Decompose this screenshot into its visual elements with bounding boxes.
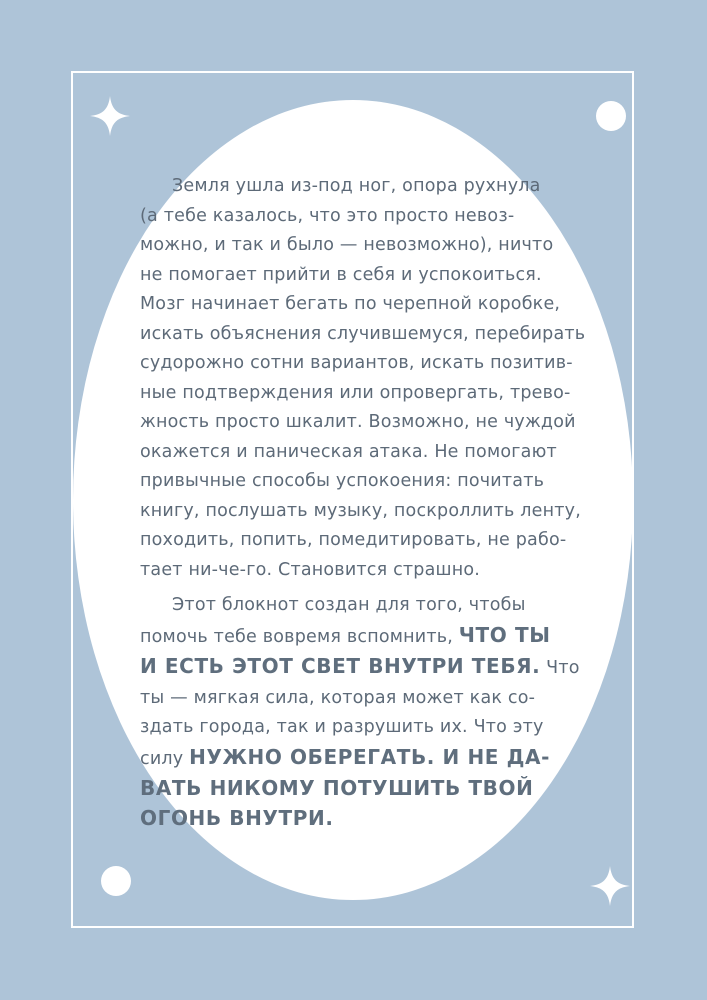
sparkle-star-icon [590,866,630,906]
text-run: силу [140,748,190,769]
text-line: окажется и паническая атака. Не помогают [140,441,557,462]
circle-dot-icon [101,866,131,896]
text-line [140,621,580,653]
text-line: (а тебе казалось, что это просто невоз- [140,205,515,226]
text-run: помочь тебе вовремя вспомнить, [140,626,459,647]
circle-dot-icon [596,101,626,131]
text-line: привычные способы успокоения: почитать [140,471,545,491]
text-line: ные подтверждения или опровергать, трево- [140,382,571,403]
text-line: походить, попить, помедитировать, не рабо- [140,530,567,550]
text-line: Мозг начинает бегать по черепной коробке, [140,294,561,314]
text-line: Земля ушла из-под ног, опора рухнула [172,176,541,196]
text-line: ты — мягкая сила, которая может как со- [140,687,536,708]
paragraph-1 [140,172,586,585]
emphasis-text: И ЕСТЬ ЭТОТ СВЕТ ВНУТРИ ТЕБЯ. [140,654,541,678]
emphasis-text: ЧТО ТЫ [458,622,551,647]
text-run: Что [540,658,580,678]
emphasis-line: ВАТЬ НИКОМУ ПОТУШИТЬ ТВОЙ [140,776,534,800]
text-line: жность просто шкалит. Возможно, не чуждой [140,412,576,432]
text-line: книгу, послушать музыку, поскроллить ленту, [140,500,581,521]
text-line: искать объяснения случившемуся, перебирать [140,323,586,344]
text-line: не помогает прийти в себя и успокоиться. [140,264,542,285]
text-line: здать города, так и разрушить их. Что эту [140,717,544,737]
emphasis-text: НУЖНО ОБЕРЕГАТЬ. И НЕ ДА- [189,744,551,769]
text-line: Этот блокнот создан для того, чтобы [172,595,526,615]
text-line: можно, и так и было — невозможно), ничто [140,235,554,255]
paragraph-2 [140,591,580,833]
text-line [140,652,580,684]
text-line: тает ни-че-го. Становится страшно. [140,559,481,580]
text-line [140,743,580,775]
text-line: судорожно сотни вариантов, искать позитив- [140,353,573,373]
sparkle-star-icon [90,96,130,136]
emphasis-line: ОГОНЬ ВНУТРИ. [140,805,334,830]
